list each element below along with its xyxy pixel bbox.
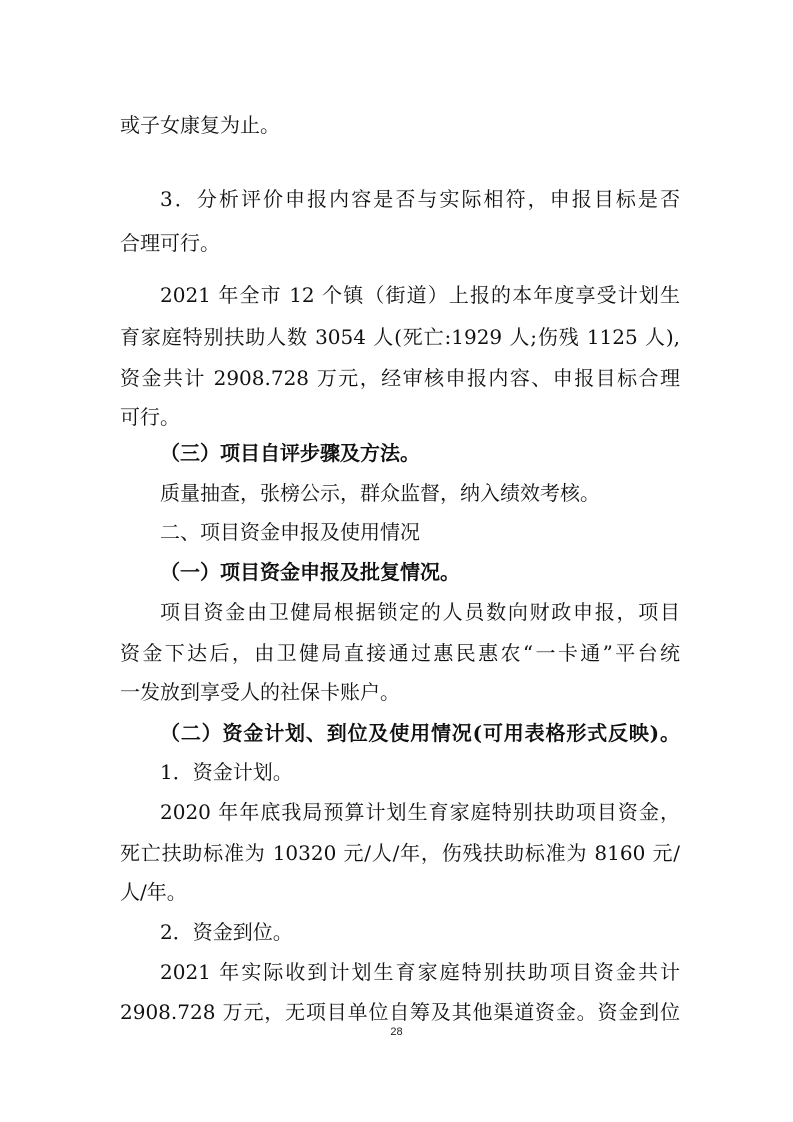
paragraph-line: 育家庭特别扶助人数 3054 人(死亡:1929 人;伤残 1125 人), bbox=[120, 325, 680, 349]
paragraph-line: 2908.728 万元，无项目单位自筹及其他渠道资金。资金到位 bbox=[120, 1000, 680, 1024]
paragraph-line: 或子女康复为止。 bbox=[120, 113, 280, 137]
paragraph-line: 死亡扶助标准为 10320 元/人/年，伤残扶助标准为 8160 元/ bbox=[120, 841, 680, 865]
paragraph-line: 一发放到享受人的社保卡账户。 bbox=[120, 680, 400, 704]
paragraph-line: 2．资金到位。 bbox=[160, 920, 293, 944]
paragraph-line: 合理可行。 bbox=[120, 231, 220, 255]
section-heading: （一）项目资金申报及批复情况。 bbox=[160, 560, 460, 584]
section-heading: 二、项目资金申报及使用情况 bbox=[160, 520, 420, 544]
paragraph-line: 质量抽查，张榜公示，群众监督，纳入绩效考核。 bbox=[160, 481, 600, 505]
paragraph-line: 2021 年实际收到计划生育家庭特别扶助项目资金共计 bbox=[160, 960, 680, 984]
paragraph-line: 可行。 bbox=[120, 405, 180, 429]
paragraph-line: 项目资金由卫健局根据锁定的人员数向财政申报，项目 bbox=[160, 600, 680, 624]
paragraph-line: 人/年。 bbox=[120, 880, 187, 904]
paragraph-line: 2020 年年底我局预算计划生育家庭特别扶助项目资金， bbox=[160, 800, 680, 824]
paragraph-line: 资金下达后，由卫健局直接通过惠民惠农“一卡通”平台统 bbox=[120, 641, 680, 665]
section-heading: （二）资金计划、到位及使用情况(可用表格形式反映)。 bbox=[160, 721, 680, 745]
paragraph-line: 3．分析评价申报内容是否与实际相符，申报目标是否 bbox=[160, 187, 680, 211]
paragraph-line: 资金共计 2908.728 万元，经审核申报内容、申报目标合理 bbox=[120, 366, 680, 390]
page-number: 28 bbox=[390, 1026, 403, 1038]
section-heading: （三）项目自评步骤及方法。 bbox=[160, 441, 420, 465]
paragraph-line: 1．资金计划。 bbox=[160, 760, 293, 784]
paragraph-line: 2021 年全市 12 个镇（街道）上报的本年度享受计划生 bbox=[160, 283, 680, 307]
